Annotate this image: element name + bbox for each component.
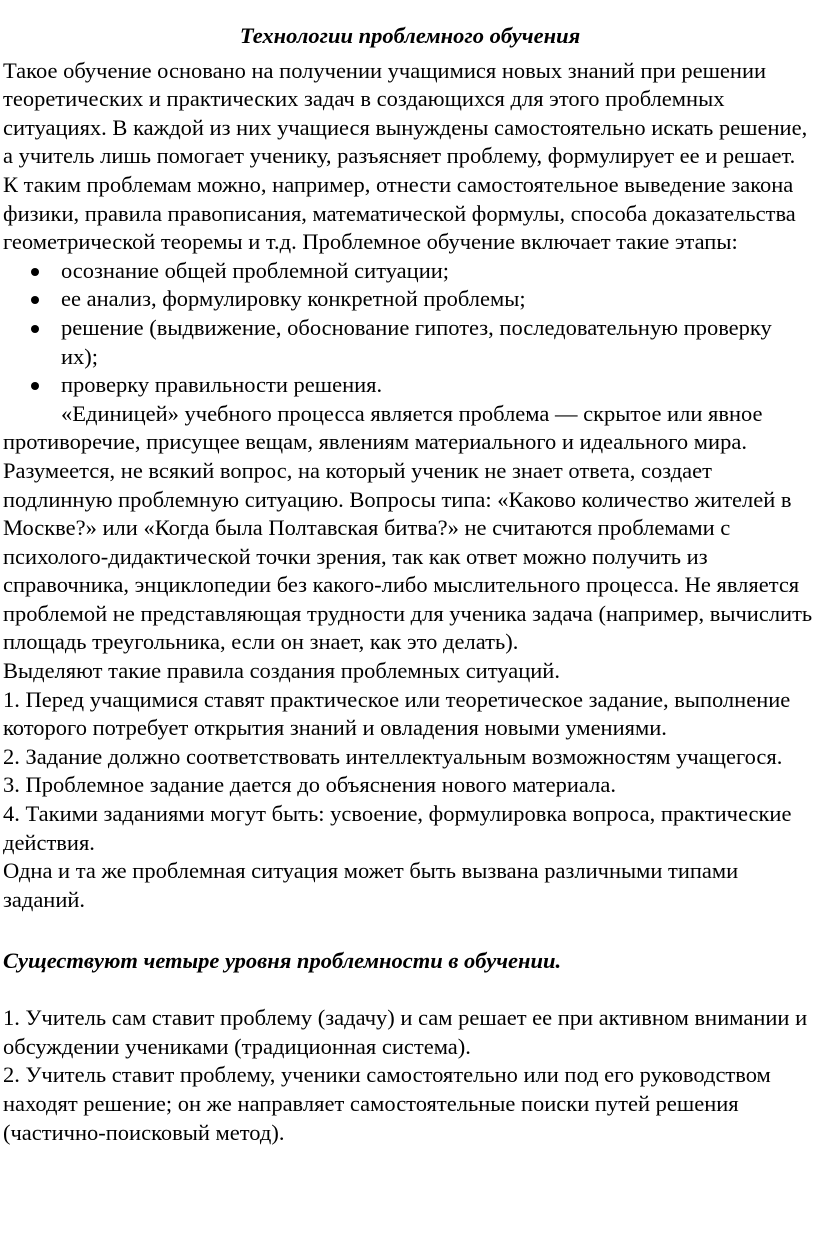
stage-text: решение (выдвижение, обоснование гипотез, последовательную проверку их); [61, 314, 772, 369]
intro-paragraph: Такое обучение основано на получении учащимися новых знаний при решении теоретических и практических задач в создающихся для этого проблемных ситуациях. В каждой из них учащиеся вынуждены самостоятельно искать решение, а учитель лишь помогает ученику, разъясняет проблему, формулирует ее и решает. К таким проблемам можно, например, отнести самостоятельное выведение закона физики, правила правописания, математической формулы, способа доказательства геометрической теоремы и т.д. Проблемное обучение включает такие этапы: [3, 57, 808, 255]
bullet-icon [31, 325, 39, 333]
list-item [3, 314, 813, 371]
rule-item: 3. Проблемное задание дается до объяснения нового материала. [3, 772, 616, 798]
list-item [3, 371, 813, 400]
document-page [3, 22, 813, 1147]
list-item [3, 257, 813, 286]
stage-text: осознание общей проблемной ситуации; [61, 257, 450, 283]
bullet-icon [31, 296, 39, 304]
bullet-icon [31, 382, 39, 390]
level-item: 2. Учитель ставит проблему, ученики самостоятельно или под его руководством находят решение; он же направляет самостоятельные поиски путей решения (частично-поисковый метод). [3, 1062, 771, 1145]
rule-item: 2. Задание должно соответствовать интеллектуальным возможностям учащегося. [3, 743, 783, 769]
stage-text: проверку правильности решения. [61, 372, 383, 398]
level-item: 1. Учитель сам ставит проблему (задачу) и сам решает ее при активном внимании и обсуждении учениками (традиционная система). [3, 1005, 808, 1059]
stage-text: ее анализ, формулировку конкретной проблемы; [61, 286, 526, 312]
spacer [3, 914, 813, 943]
rule-item: 1. Перед учащимися ставят практическое или теоретическое задание, выполнение которого потребует открытия знаний и овладения новыми умениями. [3, 686, 791, 741]
rules-intro: Выделяют такие правила создания проблемных ситуаций. [3, 658, 560, 684]
document-title: Технологии проблемного обучения [239, 23, 581, 48]
rules-outro: Одна и та же проблемная ситуация может быть вызвана различными типами заданий. [3, 858, 739, 912]
rule-item: 4. Такими заданиями могут быть: усвоение, формулировка вопроса, практические действия. [3, 801, 792, 855]
unit-paragraph: «Единицей» учебного процесса является проблема — скрытое или явное противоречие, присущее вещам, явлениям материального и идеального мира. Разумеется, не всякий вопрос, на который ученик не знает ответа, создает подлинную проблемную ситуацию. Вопросы типа: «Каково количество жителей в Москве?» или «Когда была Полтавская битва?» не считаются проблемами с психолого-дидактической точки зрения, так как ответ можно получить из справочника, энциклопедии без какого-либо мыслительного процесса. Не является проблемой не представляющая трудности для ученика задача (например, вычислить площадь треугольника, если он знает, как это делать). [3, 400, 813, 655]
stages-list [3, 257, 813, 400]
bullet-icon [31, 268, 39, 276]
levels-heading: Существуют четыре уровня проблемности в обучении. [3, 948, 562, 973]
spacer [3, 976, 813, 1005]
list-item [3, 285, 813, 314]
